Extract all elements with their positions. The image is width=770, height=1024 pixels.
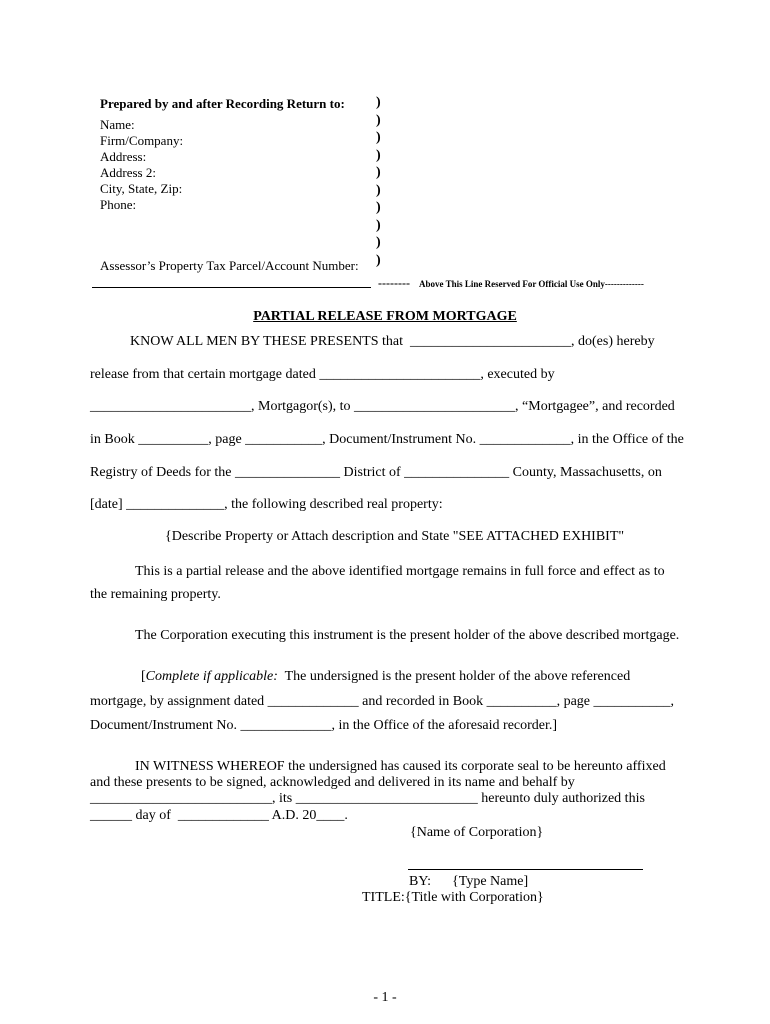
address2-label: Address 2: (100, 165, 156, 180)
signature-line (408, 869, 643, 870)
document-title: PARTIAL RELEASE FROM MORTGAGE (253, 309, 517, 324)
body-line-6: [date] ______________, the following described real property: (90, 497, 443, 512)
by-line: BY: {Type Name] (409, 874, 529, 889)
complete-if-applicable-label: Complete if applicable: (145, 669, 278, 684)
body-line-2: release from that certain mortgage dated _______________________, executed by (90, 367, 555, 382)
reserved-dashes: -------- (378, 276, 410, 290)
address-label: Address: (100, 149, 147, 164)
city-state-zip-label: City, State, Zip: (100, 181, 183, 196)
corporation-holder-statement: The Corporation executing this instrument is the present holder of the above described mortgage. (135, 628, 680, 643)
body-line-1: KNOW ALL MEN BY THESE PRESENTS that _______________________, do(es) hereby (130, 334, 655, 349)
witness-line-3: __________________________, its __________________________ hereunto duly authorized this (90, 791, 645, 806)
assessor-parcel-label: Assessor’s Property Tax Parcel/Account Number: (100, 258, 359, 273)
title-line: TITLE:{Title with Corporation} (362, 890, 544, 905)
assignment-line-2: mortgage, by assignment dated _____________ and recorded in Book __________, page ___________, (90, 694, 675, 709)
separator-line (92, 287, 371, 288)
describe-property-instruction: {Describe Property or Attach description and State "SEE ATTACHED EXHIBIT" (165, 529, 625, 544)
corporation-name-placeholder: {Name of Corporation} (410, 825, 544, 840)
body-line-3: _______________________, Mortgagor(s), to _______________________, “Mortgagee”, and recorded (90, 399, 675, 414)
firm-label: Firm/Company: (100, 133, 184, 148)
reserved-notice: Above This Line Reserved For Official Use Only------------- (419, 279, 644, 289)
body-line-4: in Book __________, page ___________, Document/Instrument No. _____________, in the Office of the (90, 432, 684, 447)
complete-if-applicable-line (141, 669, 630, 685)
bracket-open: [ (141, 669, 146, 684)
assignment-line-3: Document/Instrument No. _____________, in the Office of the aforesaid recorder.] (90, 718, 558, 733)
witness-line-2: and these presents to be signed, acknowledged and delivered in its name and behalf by (90, 775, 575, 790)
partial-release-line-2: the remaining property. (90, 587, 221, 602)
body-line-5: Registry of Deeds for the _______________ District of _______________ County, Massachusetts, on (90, 465, 662, 480)
page-number: - 1 - (373, 990, 397, 1005)
witness-line-4: ______ day of _____________ A.D. 20____. (90, 808, 348, 823)
witness-line-1: IN WITNESS WHEREOF the undersigned has caused its corporate seal to be hereunto affixed (135, 759, 666, 774)
bracket-column: ) ) ) ) ) ) ) ) ) ) (376, 95, 381, 268)
name-label: Name: (100, 117, 135, 132)
phone-label: Phone: (100, 197, 137, 212)
complete-if-applicable-text: The undersigned is the present holder of the above referenced (277, 669, 631, 684)
prepared-by-heading: Prepared by and after Recording Return to: (100, 96, 345, 111)
partial-release-line-1: This is a partial release and the above identified mortgage remains in full force and effect as to (135, 564, 665, 579)
